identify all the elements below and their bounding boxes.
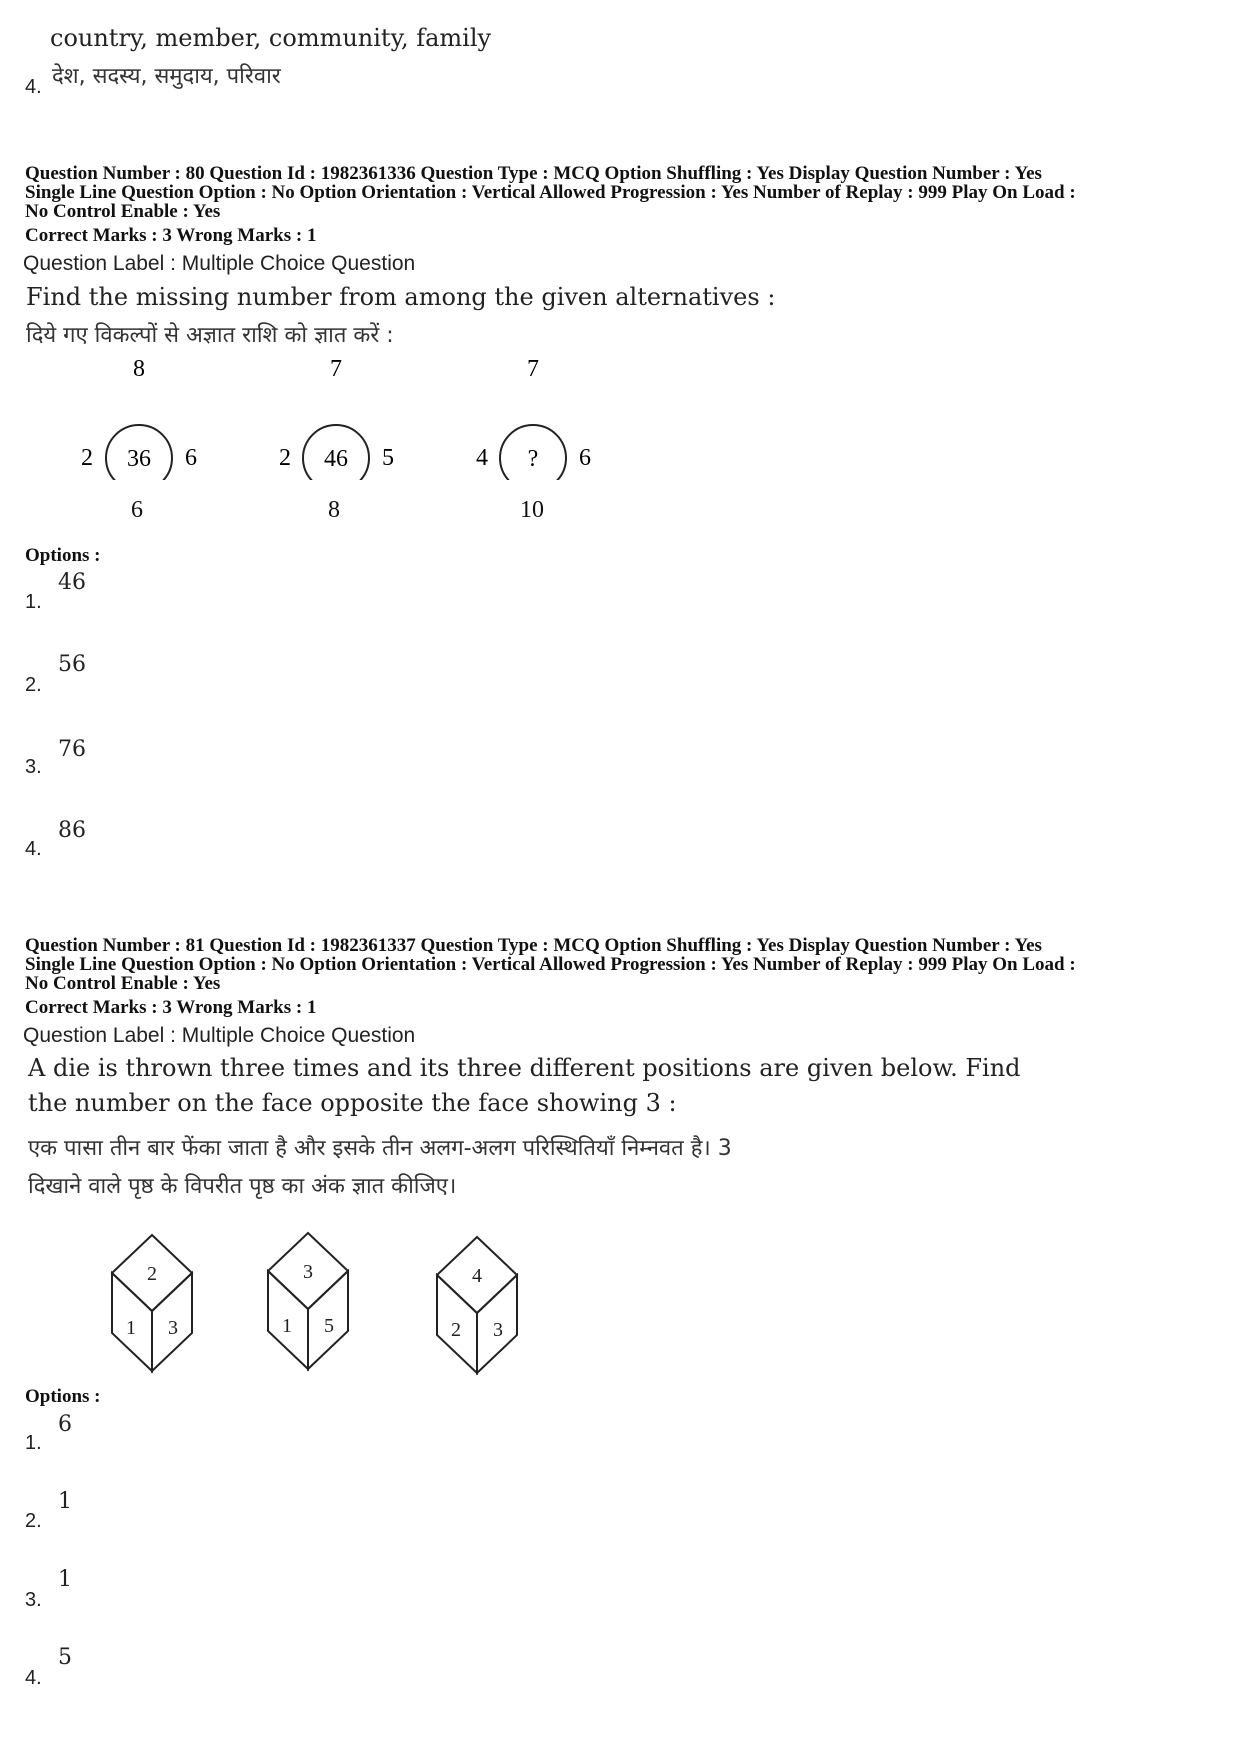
question-meta-line3: No Control Enable : Yes: [25, 201, 221, 222]
die-left-face: 1: [282, 1315, 292, 1337]
die-right-face: 3: [493, 1319, 503, 1341]
option-value: 76: [58, 737, 86, 762]
figure-center-number: 36: [127, 446, 151, 472]
question-meta-line2: Single Line Question Option : No Option Orientation : Vertical Allowed Progression : Yes Number of Replay : 999 Play On Load :: [25, 954, 1076, 975]
question-label: Question Label : Multiple Choice Question: [23, 252, 416, 275]
figure-right-number: 6: [185, 445, 197, 471]
figure-bottom-number: 8: [328, 497, 340, 523]
figure-center-number: ?: [527, 446, 539, 472]
figure-left-number: 4: [476, 445, 488, 471]
question-marks: Correct Marks : 3 Wrong Marks : 1: [25, 225, 317, 246]
option-number: 2.: [25, 674, 42, 696]
option-value: 6: [58, 1412, 72, 1437]
figure-top-number: 8: [133, 356, 145, 382]
circle-figure-1: [81, 356, 197, 480]
question-marks: Correct Marks : 3 Wrong Marks : 1: [25, 997, 317, 1018]
option-number: 4.: [25, 1667, 42, 1689]
die-top-face: 2: [147, 1263, 157, 1285]
circle-number-figure: [0, 345, 640, 480]
prev-option-number: 4.: [25, 76, 42, 98]
die-3: [437, 1237, 517, 1373]
die-top-face: 3: [303, 1261, 313, 1283]
option-value: 86: [58, 818, 86, 843]
question-text-hindi-line1: एक पासा तीन बार फेंका जाता है और इसके तीन अलग-अलग परिस्थितियाँ निम्नवत है। 3: [28, 1136, 732, 1161]
dice-figure: [0, 1225, 560, 1375]
figure-bottom-number: 6: [131, 497, 143, 523]
options-heading: Options :: [25, 1386, 101, 1407]
options-heading: Options :: [25, 545, 101, 566]
prev-option-hindi: देश, सदस्य, समुदाय, परिवार: [52, 64, 281, 89]
figure-right-number: 6: [579, 445, 591, 471]
figure-left-number: 2: [81, 445, 93, 471]
figure-center-number: 46: [324, 446, 348, 472]
question-label: Question Label : Multiple Choice Question: [23, 1024, 416, 1047]
figure-top-number: 7: [527, 356, 539, 382]
question-meta-line1: Question Number : 80 Question Id : 1982361336 Question Type : MCQ Option Shuffling : Yes Display Question Number : Yes: [25, 163, 1042, 184]
option-number: 3.: [25, 756, 42, 778]
circle-figure-2: [279, 356, 394, 480]
die-left-face: 1: [126, 1317, 136, 1339]
option-number: 3.: [25, 1589, 42, 1611]
figure-top-number: 7: [330, 356, 342, 382]
question-text-english-line1: A die is thrown three times and its three different positions are given below. Find: [28, 1054, 1021, 1082]
option-number: 1.: [25, 591, 42, 613]
die-1: [112, 1235, 192, 1371]
question-meta-line2: Single Line Question Option : No Option Orientation : Vertical Allowed Progression : Yes Number of Replay : 999 Play On Load :: [25, 182, 1076, 203]
question-meta-line3: No Control Enable : Yes: [25, 973, 221, 994]
circle-figure-3: [476, 356, 591, 480]
die-right-face: 5: [324, 1315, 334, 1337]
figure-left-number: 2: [279, 445, 291, 471]
question-text-english-line2: the number on the face opposite the face showing 3 :: [28, 1089, 677, 1117]
question-text-hindi: दिये गए विकल्पों से अज्ञात राशि को ज्ञात करें :: [26, 323, 394, 348]
option-value: 1: [58, 1567, 72, 1592]
die-left-face: 2: [451, 1319, 461, 1341]
prev-option-english: country, member, community, family: [50, 24, 492, 52]
figure-right-number: 5: [382, 445, 394, 471]
question-text-english: Find the missing number from among the given alternatives :: [26, 283, 776, 311]
option-value: 5: [58, 1645, 72, 1670]
figure-bottom-number: 10: [520, 497, 544, 523]
question-text-hindi-line2: दिखाने वाले पृष्ठ के विपरीत पृष्ठ का अंक ज्ञात कीजिए।: [28, 1174, 457, 1199]
option-value: 56: [58, 652, 86, 677]
option-value: 1: [58, 1489, 72, 1514]
die-2: [268, 1233, 348, 1369]
die-right-face: 3: [168, 1317, 178, 1339]
option-number: 2.: [25, 1510, 42, 1532]
die-top-face: 4: [472, 1265, 482, 1287]
option-number: 1.: [25, 1432, 42, 1454]
option-value: 46: [58, 570, 86, 595]
option-number: 4.: [25, 838, 42, 860]
question-meta-line1: Question Number : 81 Question Id : 1982361337 Question Type : MCQ Option Shuffling : Yes Display Question Number : Yes: [25, 935, 1042, 956]
